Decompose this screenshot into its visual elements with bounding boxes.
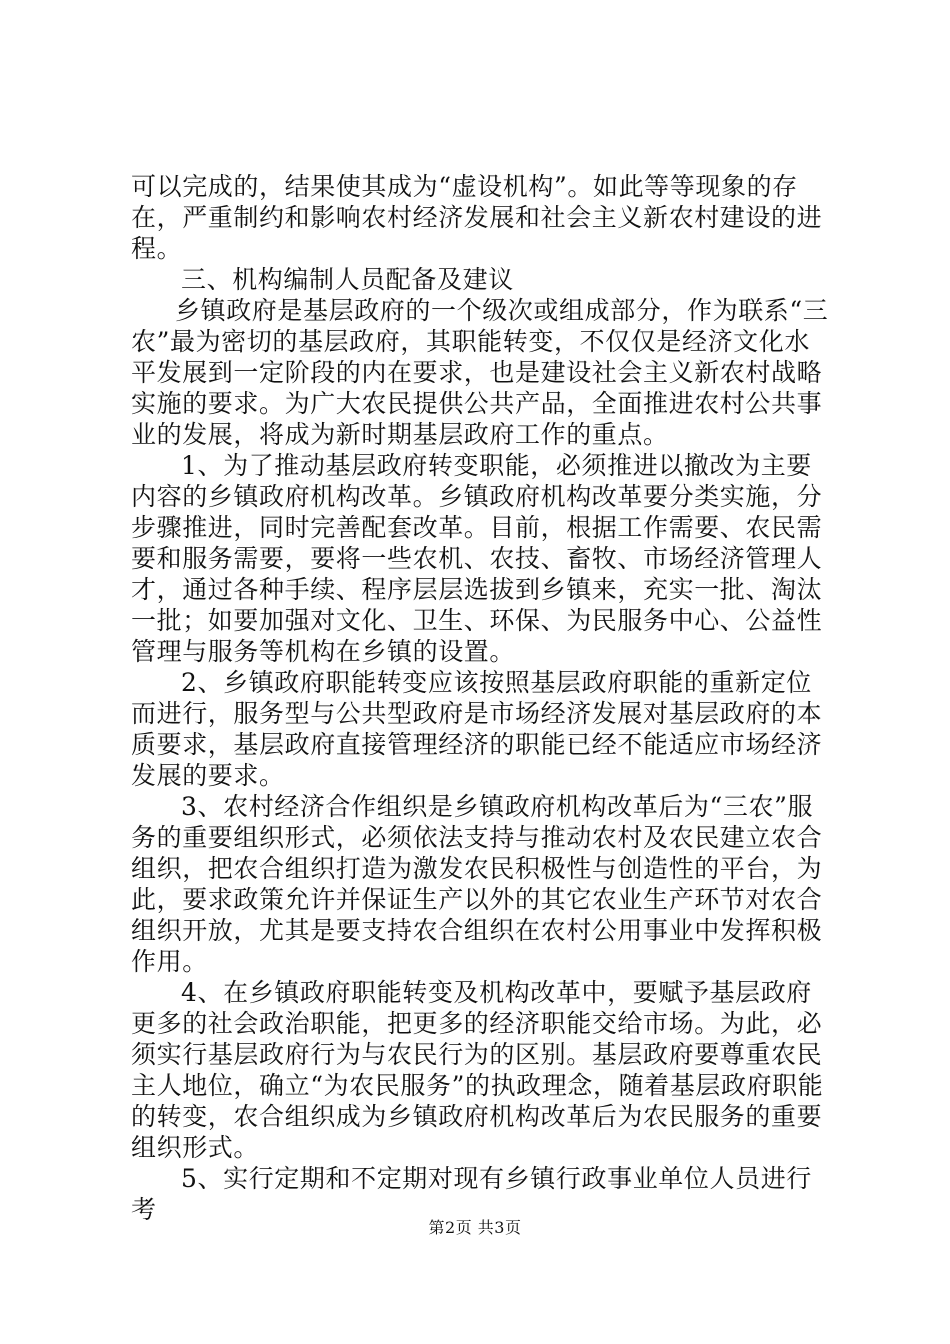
paragraph-item-1: 1、为了推动基层政府转变职能，必须推进以撤改为主要内容的乡镇政府机构改革。乡镇政府机构改革要分类实施，分步骤推进，同时完善配套改革。目前，根据工作需要、农民需要和服务需要，要将一些农机、农技、畜牧、市场经济管理人才，通过各种手续、程序层层选拔到乡镇来，充实一批、淘汰一批；如要加强对文化、卫生、环保、为民服务中心、公益性管理与服务等机构在乡镇的设置。	[131, 451, 823, 666]
page-number-label: 第2页 共3页	[428, 1218, 522, 1237]
document-body	[131, 171, 833, 1225]
paragraph-intro: 乡镇政府是基层政府的一个级次或组成部分，作为联系“三农”最为密切的基层政府，其职能转变，不仅仅是经济文化水平发展到一定阶段的内在要求，也是建设社会主义新农村战略实施的要求。为广大农民提供公共产品，全面推进农村公共事业的发展，将成为新时期基层政府工作的重点。	[131, 296, 829, 449]
paragraph-item-5: 5、实行定期和不定期对现有乡镇行政事业单位人员进行考	[131, 1164, 812, 1224]
paragraph-item-4: 4、在乡镇政府职能转变及机构改革中，要赋予基层政府更多的社会政治职能，把更多的经济职能交给市场。为此，必须实行基层政府行为与农民行为的区别。基层政府要尊重农民主人地位，确立“为农民服务”的执政理念，随着基层政府职能的转变，农合组织成为乡镇政府机构改革后为农民服务的重要组织形式。	[131, 978, 824, 1162]
page-footer	[0, 1215, 950, 1238]
paragraph-item-2: 2、乡镇政府职能转变应该按照基层政府职能的重新定位而进行，服务型与公共型政府是市场经济发展对基层政府的本质要求，基层政府直接管理经济的职能已经不能适应市场经济发展的要求。	[131, 668, 823, 790]
section-heading: 三、机构编制人员配备及建议	[181, 265, 514, 294]
paragraph-item-3: 3、农村经济合作组织是乡镇政府机构改革后为“三农”服务的重要组织形式，必须依法支持与推动农村及农民建立农合组织，把农合组织打造为激发农民积极性与创造性的平台，为此，要求政策允许并保证生产以外的其它农业生产环节对农合组织开放，尤其是要支持农合组织在农村公用事业中发挥积极作用。	[131, 792, 823, 976]
paragraph-continuation: 可以完成的，结果使其成为“虚设机构”。如此等等现象的存在，严重制约和影响农村经济发展和社会主义新农村建设的进程。	[131, 172, 823, 263]
